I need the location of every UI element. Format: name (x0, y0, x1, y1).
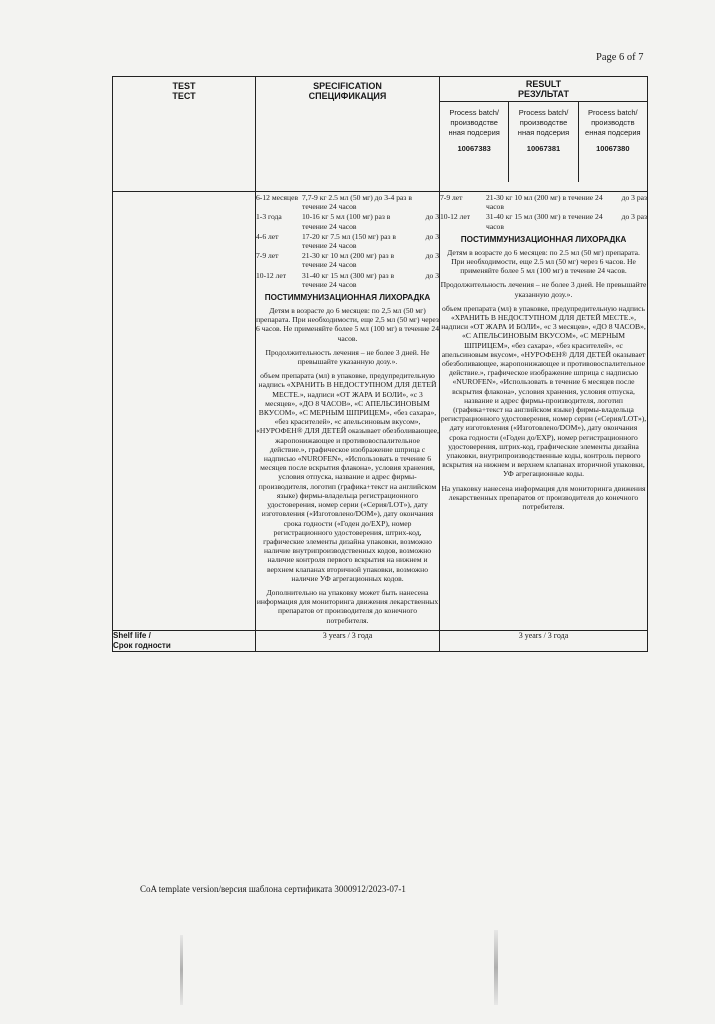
dose-age: 10-12 лет (440, 212, 471, 222)
test-header-en: TEST (172, 81, 196, 91)
dosage-row (113, 192, 648, 631)
spec-header-en: SPECIFICATION (313, 81, 382, 91)
test-name-cell (113, 192, 256, 631)
dose-tail: до 3 раз (621, 193, 647, 202)
scan-artifact (494, 930, 498, 1005)
shelf-life-row (113, 630, 648, 651)
batch-cells (440, 102, 648, 192)
dose-line (256, 212, 439, 230)
shelf-life-spec: 3 years / 3 года (256, 630, 440, 651)
dose-age: 10-12 лет (256, 270, 287, 280)
dose-line (256, 271, 439, 289)
dose-text: 31-40 кг 15 мл (300 мг) в течение 24 часов (486, 212, 603, 231)
test-header-ru: ТЕСТ (172, 91, 196, 101)
dose-age: 7-9 лет (256, 251, 279, 261)
dose-tail: до 3 раз (621, 212, 647, 222)
result-cell (440, 192, 648, 631)
dose-text: 21-30 кг 10 мл (200 мг) раз в течение 24 часов (302, 251, 395, 270)
result-header-ru: РЕЗУЛЬТАТ (518, 89, 569, 99)
scan-artifact (180, 935, 183, 1005)
batch-label: Process batch/ производстве нная подсерия (517, 108, 570, 137)
duration-text: Продолжительность лечения – не более 3 дней. Не превышайте указанную дозу.». (440, 280, 647, 299)
batch-label: Process batch/ производств енная подсерия (585, 108, 641, 137)
coa-table (112, 76, 648, 652)
fever-title: ПОСТИММУНИЗАЦИОННАЯ ЛИХОРАДКА (460, 234, 627, 244)
dose-text: 10-16 кг 5 мл (100 мг) раз в течение 24 часов (302, 212, 391, 231)
shelf-life-result: 3 years / 3 года (440, 630, 648, 651)
dose-tail: до 3 (425, 251, 439, 261)
batch-number: 10067380 (596, 144, 630, 153)
packaging-text: объем препарата (мл) в упаковке, предупредительную надпись «ХРАНИТЬ В НЕДОСТУПНОМ ДЛЯ ДЕТЕЙ МЕСТЕ.», надписи «ОТ ЖАРА И БОЛИ», «с 3 месяцев», «ДО 8 ЧАСОВ», «С АПЕЛЬСИНОВЫМ ВКУСОМ», «С МЕРНЫМ ШПРИЦЕМ», «без сахара», «без красителей», «с апельсиновым вкусом», «НУРОФЕН® ДЛЯ ДЕТЕЙ оказывает обезболивающее, жаропонижающее и противовоспалительное действие.», графическое изображение шприца с надписью «NUROFEN», «Использовать в течение 6 месяцев после вскрытия флакона», условия хранения, условия отпуска, название и адрес фирмы-производителя, логотип (графика+текст на английском языке) фирмы-владельца регистрационного удостоверения, номер серии («Серия/LOT»), дату изготовления («Изготовлено/DOM»), дату окончания срока годности («Годен до/EXP), номер регистрационного удостоверения, штрих-код, графические элементы дизайна упаковки, внутрипроизводственные коды, контроль первого вскрытия на нижнем и верхнем клапанах вторичной упаковки, УФ агрегационные коды. (440, 303, 647, 479)
dose-line (440, 212, 647, 230)
shelf-life-label (113, 630, 256, 651)
shelf-life-label-ru: Срок годности (113, 640, 171, 650)
batch-number: 10067381 (526, 144, 561, 153)
duration-text: Продолжительность лечения – не более 3 дней. Не превышайте указанную дозу.». (265, 347, 430, 367)
dose-line (440, 193, 647, 211)
monitoring-text: На упаковку нанесена информация для мониторинга движения лекарственных препаратов от производителя до конечного потребителя. (441, 483, 646, 512)
dose-tail: до 3 (425, 270, 439, 280)
template-version-footer: CoA template version/версия шаблона сертификата 3000912/2023-07-1 (140, 884, 406, 894)
batch-column (579, 102, 647, 182)
dose-age: 6-12 месяцев (256, 193, 299, 202)
result-header (440, 77, 648, 102)
result-header-en: RESULT (525, 79, 562, 89)
fever-text: Детям в возрасте до 6 месяцев: по 2.5 мл (50 мг) препарата. При необходимости, еще 2.5 мл (50 мг) через 6 часов. Не применяйте более 5 мл (100 мг) в течение 24 часов. (447, 247, 640, 276)
dose-text: 17-20 кг 7.5 мл (150 мг) раз в течение 24 часов (302, 231, 397, 251)
monitoring-text: Дополнительно на упаковку может быть нанесена информация для мониторинга движения лекарственных препаратов от производителя до конечного потребителя. (256, 587, 439, 625)
table-header-row (113, 77, 648, 102)
dose-text: 7,7-9 кг 2.5 мл (50 мг) до 3-4 раз в течение 24 часов (302, 193, 412, 212)
dose-age: 7-9 лет (440, 193, 463, 202)
batch-number: 10067383 (457, 144, 491, 153)
dose-tail: до 3 (425, 231, 439, 241)
dose-line (256, 251, 439, 269)
dose-tail (413, 193, 439, 211)
batch-column (440, 102, 509, 182)
dose-text: 21-30 кг 10 мл (200 мг) в течение 24 часов (486, 193, 603, 212)
batch-label: Process batch/ производстве нная подсерия (448, 108, 500, 137)
test-header (113, 77, 256, 192)
dose-text: 31-40 кг 15 мл (300 мг) раз в течение 24 часов (302, 270, 395, 289)
spec-header-ru: СПЕЦИФИКАЦИЯ (308, 91, 387, 101)
specification-cell (256, 192, 440, 631)
dose-age: 1-3 года (256, 212, 282, 222)
packaging-text: объем препарата (мл) в упаковке, предупредительную надпись «ХРАНИТЬ В НЕДОСТУПНОМ ДЛЯ ДЕТЕЙ МЕСТЕ.», надписи «ОТ ЖАРА И БОЛИ», «с 3 месяцев», «ДО 8 ЧАСОВ», «С АПЕЛЬСИНОВЫМ ВКУСОМ», «С МЕРНЫМ ШПРИЦЕМ», «без сахара», «без красителей», «с апельсиновым вкусом», «НУРОФЕН® ДЛЯ ДЕТЕЙ оказывает обезболивающее, жаропонижающее и противовоспалительное действие.», графическое изображение шприца с надписью «NUROFEN», «Использовать в течение 6 месяцев после вскрытия флакона», условия хранения, условия отпуска, название и адрес фирмы-производителя, логотип (графика+текст на английском языке) фирмы-владельца регистрационного удостоверения, номер серии («Серия/LOT»), дату изготовления («Изготовлено/DOM»), дату окончания срока годности («Годен до/EXP), номер регистрационного удостоверения, штрих-код, графические элементы дизайна упаковки, возможно наличие внутрипроизводственных кодов, возможно наличие контроля первого вскрытия на нижнем и верхнем клапанах вторичной упаковки, возможно наличие УФ агрегационных кодов. (256, 371, 439, 583)
dose-tail: до 3 (425, 212, 439, 222)
dose-line (256, 193, 439, 211)
fever-text: Детям в возрасте до 6 месяцев: по 2,5 мл (50 мг) препарата. При необходимости, еще 2,5 мл (50 мг) через 6 часов. Не применяйте более 5 мл (100 мг) в течение 24 часов. (256, 306, 440, 343)
specification-header (256, 77, 440, 192)
page-number: Page 6 of 7 (596, 52, 644, 63)
dose-line (256, 232, 439, 250)
fever-title: ПОСТИММУНИЗАЦИОННАЯ ЛИХОРАДКА (264, 293, 431, 303)
shelf-life-label-en: Shelf life / (113, 630, 151, 640)
dose-age: 4-6 лет (256, 231, 279, 241)
batch-column (509, 102, 578, 182)
